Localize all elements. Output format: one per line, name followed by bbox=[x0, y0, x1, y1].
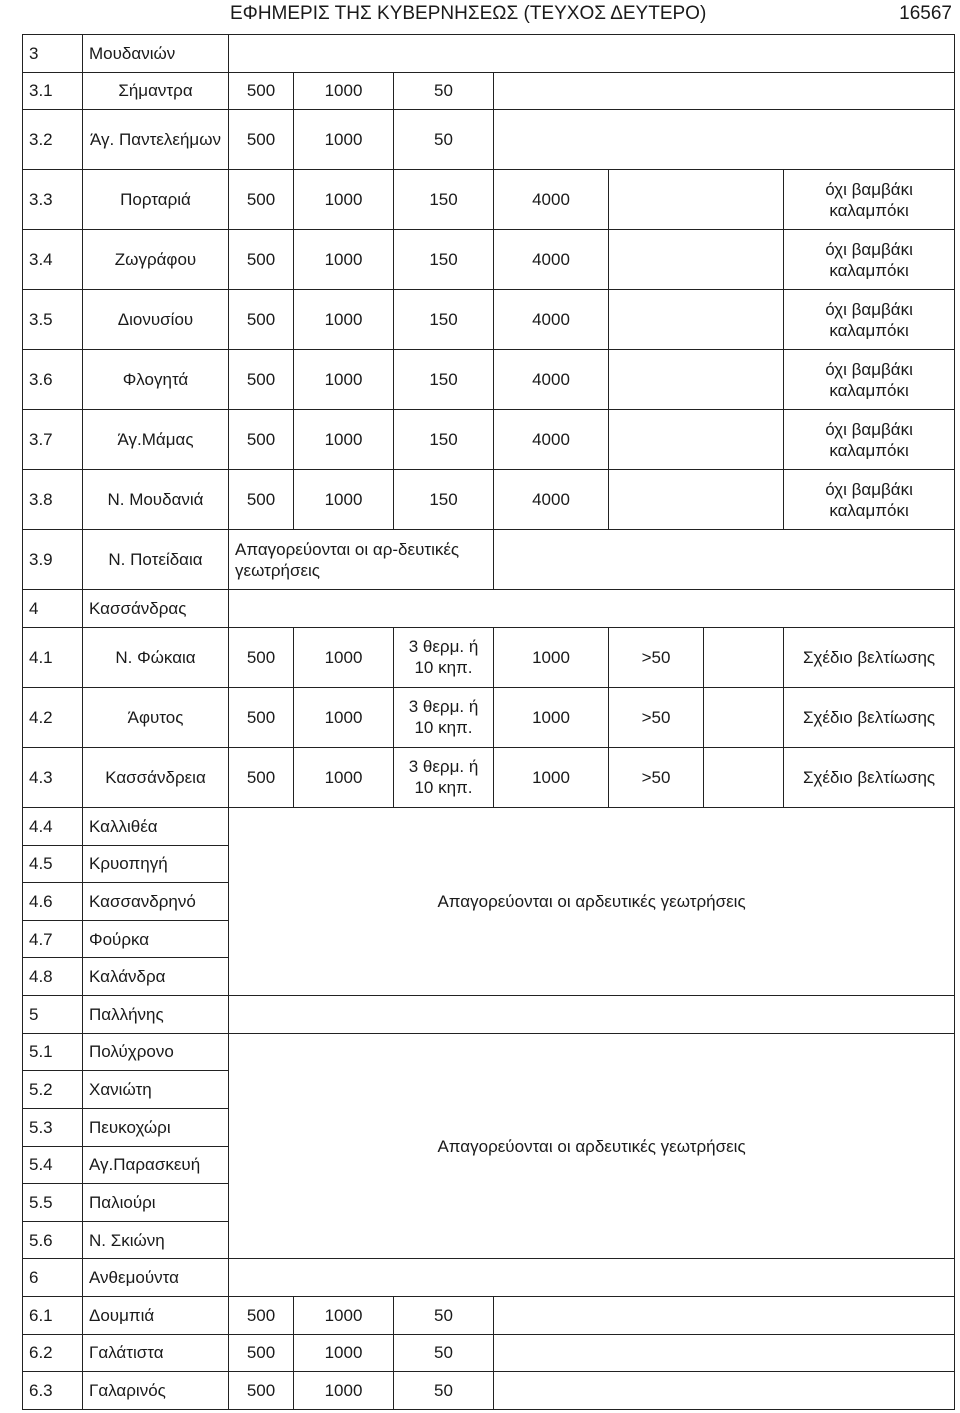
cell-value: 50 bbox=[394, 110, 494, 170]
cell-code: 4.6 bbox=[23, 883, 83, 921]
cell-code: 3 bbox=[23, 35, 83, 73]
cell-value: 500 bbox=[229, 747, 294, 807]
table-row bbox=[23, 807, 955, 845]
cell-name: Άγ. Παντελεήμων bbox=[83, 110, 229, 170]
cell-code: 5.6 bbox=[23, 1221, 83, 1259]
cell-empty bbox=[494, 110, 955, 170]
cell-value: 3 θερμ. ή 10 κηπ. bbox=[394, 687, 494, 747]
table-row bbox=[23, 590, 955, 628]
cell-empty bbox=[609, 290, 784, 350]
cell-code: 5.4 bbox=[23, 1146, 83, 1184]
cell-value: 500 bbox=[229, 627, 294, 687]
cell-note: Σχέδιο βελτίωσης bbox=[784, 687, 955, 747]
cell-value: 500 bbox=[229, 410, 294, 470]
cell-value: 4000 bbox=[494, 410, 609, 470]
cell-name: Παλλήνης bbox=[83, 996, 229, 1034]
cell-value: 500 bbox=[229, 350, 294, 410]
cell-value: 1000 bbox=[494, 747, 609, 807]
cell-value: 1000 bbox=[294, 1334, 394, 1372]
cell-empty bbox=[229, 1259, 955, 1297]
cell-value: 1000 bbox=[494, 687, 609, 747]
cell-code: 3.9 bbox=[23, 530, 83, 590]
cell-note: όχι βαμβάκι καλαμπόκι bbox=[784, 410, 955, 470]
cell-value: 1000 bbox=[294, 747, 394, 807]
cell-empty bbox=[609, 170, 784, 230]
cell-name: Χανιώτη bbox=[83, 1071, 229, 1109]
cell-code: 4 bbox=[23, 590, 83, 628]
cell-name: Αγ.Παρασκευή bbox=[83, 1146, 229, 1184]
table-row bbox=[23, 996, 955, 1034]
cell-value: 1000 bbox=[294, 470, 394, 530]
cell-value: 1000 bbox=[294, 110, 394, 170]
cell-value: 150 bbox=[394, 470, 494, 530]
cell-value: 3 θερμ. ή 10 κηπ. bbox=[394, 627, 494, 687]
cell-value: 500 bbox=[229, 170, 294, 230]
cell-value: 500 bbox=[229, 470, 294, 530]
cell-empty bbox=[494, 530, 955, 590]
cell-value: 1000 bbox=[294, 1297, 394, 1335]
cell-value: 4000 bbox=[494, 170, 609, 230]
cell-value: 50 bbox=[394, 72, 494, 110]
cell-code: 4.5 bbox=[23, 845, 83, 883]
cell-empty bbox=[609, 350, 784, 410]
table-row bbox=[23, 530, 955, 590]
cell-name: Παλιούρι bbox=[83, 1184, 229, 1222]
cell-note: όχι βαμβάκι καλαμπόκι bbox=[784, 470, 955, 530]
cell-value: 500 bbox=[229, 1372, 294, 1410]
cell-name: Άγ.Μάμας bbox=[83, 410, 229, 470]
cell-code: 4.1 bbox=[23, 627, 83, 687]
cell-code: 4.3 bbox=[23, 747, 83, 807]
cell-code: 4.8 bbox=[23, 958, 83, 996]
cell-name: Μουδανιών bbox=[83, 35, 229, 73]
cell-code: 3.7 bbox=[23, 410, 83, 470]
table-row bbox=[23, 687, 955, 747]
cell-value: 4000 bbox=[494, 290, 609, 350]
cell-name: Διονυσίου bbox=[83, 290, 229, 350]
table-row bbox=[23, 1334, 955, 1372]
table-row bbox=[23, 1259, 955, 1297]
cell-code: 4.7 bbox=[23, 920, 83, 958]
cell-name: Πολύχρονο bbox=[83, 1033, 229, 1071]
cell-empty bbox=[494, 1297, 955, 1335]
table-row bbox=[23, 747, 955, 807]
table-row bbox=[23, 350, 955, 410]
cell-name: Ν. Σκιώνη bbox=[83, 1221, 229, 1259]
table-row bbox=[23, 1297, 955, 1335]
cell-value: 1000 bbox=[294, 170, 394, 230]
cell-empty bbox=[704, 747, 784, 807]
table-row bbox=[23, 110, 955, 170]
cell-name: Σήμαντρα bbox=[83, 72, 229, 110]
cell-value: 150 bbox=[394, 350, 494, 410]
cell-value: 1000 bbox=[294, 230, 394, 290]
cell-code: 3.4 bbox=[23, 230, 83, 290]
cell-value: 1000 bbox=[294, 72, 394, 110]
cell-empty bbox=[704, 627, 784, 687]
cell-code: 6.2 bbox=[23, 1334, 83, 1372]
cell-empty bbox=[494, 1372, 955, 1410]
page-title: ΕΦΗΜΕΡΙΣ ΤΗΣ ΚΥΒΕΡΝΗΣΕΩΣ (ΤΕΥΧΟΣ ΔΕΥΤΕΡΟ) bbox=[230, 3, 707, 24]
cell-code: 5.1 bbox=[23, 1033, 83, 1071]
cell-empty bbox=[494, 72, 955, 110]
table-row bbox=[23, 1372, 955, 1410]
cell-value: 500 bbox=[229, 230, 294, 290]
cell-code: 3.2 bbox=[23, 110, 83, 170]
cell-note: όχι βαμβάκι καλαμπόκι bbox=[784, 170, 955, 230]
cell-value: 50 bbox=[394, 1297, 494, 1335]
cell-name: Ζωγράφου bbox=[83, 230, 229, 290]
table-row bbox=[23, 72, 955, 110]
cell-empty bbox=[609, 230, 784, 290]
cell-empty bbox=[609, 410, 784, 470]
cell-value: 50 bbox=[394, 1334, 494, 1372]
cell-value: 500 bbox=[229, 687, 294, 747]
cell-name: Ν. Φώκαια bbox=[83, 627, 229, 687]
table-row bbox=[23, 35, 955, 73]
cell-code: 3.5 bbox=[23, 290, 83, 350]
cell-value: >50 bbox=[609, 627, 704, 687]
cell-note: Σχέδιο βελτίωσης bbox=[784, 627, 955, 687]
cell-name: Πορταριά bbox=[83, 170, 229, 230]
cell-name: Φούρκα bbox=[83, 920, 229, 958]
cell-restriction: Απαγορεύονται οι αρδευτικές γεωτρήσεις bbox=[229, 1033, 955, 1259]
cell-code: 6.3 bbox=[23, 1372, 83, 1410]
cell-name: Κασσάνδρας bbox=[83, 590, 229, 628]
cell-value: 500 bbox=[229, 1297, 294, 1335]
cell-code: 3.8 bbox=[23, 470, 83, 530]
cell-name: Καλάνδρα bbox=[83, 958, 229, 996]
cell-code: 4.2 bbox=[23, 687, 83, 747]
cell-note: Σχέδιο βελτίωσης bbox=[784, 747, 955, 807]
cell-name: Καλλιθέα bbox=[83, 807, 229, 845]
cell-note: όχι βαμβάκι καλαμπόκι bbox=[784, 350, 955, 410]
cell-value: 50 bbox=[394, 1372, 494, 1410]
cell-note: όχι βαμβάκι καλαμπόκι bbox=[784, 290, 955, 350]
cell-code: 4.4 bbox=[23, 807, 83, 845]
cell-value: 1000 bbox=[294, 410, 394, 470]
cell-value: 1000 bbox=[294, 290, 394, 350]
cell-restriction: Απαγορεύονται οι αρ-δευτικές γεωτρήσεις bbox=[229, 530, 494, 590]
table-row bbox=[23, 290, 955, 350]
page-number: 16567 bbox=[899, 3, 952, 24]
cell-note: όχι βαμβάκι καλαμπόκι bbox=[784, 230, 955, 290]
cell-code: 5.3 bbox=[23, 1108, 83, 1146]
cell-code: 5 bbox=[23, 996, 83, 1034]
cell-name: Πευκοχώρι bbox=[83, 1108, 229, 1146]
cell-code: 3.3 bbox=[23, 170, 83, 230]
cell-name: Ν. Ποτείδαια bbox=[83, 530, 229, 590]
table-row bbox=[23, 410, 955, 470]
cell-empty bbox=[229, 35, 955, 73]
cell-restriction: Απαγορεύονται οι αρδευτικές γεωτρήσεις bbox=[229, 807, 955, 995]
cell-value: 1000 bbox=[294, 627, 394, 687]
cell-value: 150 bbox=[394, 410, 494, 470]
cell-value: 1000 bbox=[294, 687, 394, 747]
cell-value: >50 bbox=[609, 687, 704, 747]
cell-empty bbox=[704, 687, 784, 747]
cell-value: 500 bbox=[229, 290, 294, 350]
cell-value: 1000 bbox=[294, 350, 394, 410]
cell-name: Κασσάνδρεια bbox=[83, 747, 229, 807]
cell-value: 4000 bbox=[494, 470, 609, 530]
cell-value: 1000 bbox=[294, 1372, 394, 1410]
cell-code: 6.1 bbox=[23, 1297, 83, 1335]
cell-value: 4000 bbox=[494, 230, 609, 290]
cell-value: >50 bbox=[609, 747, 704, 807]
cell-empty bbox=[609, 470, 784, 530]
cell-value: 3 θερμ. ή 10 κηπ. bbox=[394, 747, 494, 807]
table-row bbox=[23, 470, 955, 530]
cell-name: Κρυοπηγή bbox=[83, 845, 229, 883]
cell-value: 500 bbox=[229, 72, 294, 110]
cell-value: 500 bbox=[229, 110, 294, 170]
cell-name: Φλογητά bbox=[83, 350, 229, 410]
cell-value: 150 bbox=[394, 230, 494, 290]
cell-empty bbox=[229, 996, 955, 1034]
cell-value: 150 bbox=[394, 170, 494, 230]
cell-name: Δουμπιά bbox=[83, 1297, 229, 1335]
cell-code: 5.2 bbox=[23, 1071, 83, 1109]
table-row bbox=[23, 170, 955, 230]
data-table bbox=[22, 34, 954, 1410]
cell-value: 500 bbox=[229, 1334, 294, 1372]
cell-code: 3.6 bbox=[23, 350, 83, 410]
table-row bbox=[23, 230, 955, 290]
cell-name: Γαλαρινός bbox=[83, 1372, 229, 1410]
cell-empty bbox=[494, 1334, 955, 1372]
cell-name: Γαλάτιστα bbox=[83, 1334, 229, 1372]
cell-code: 3.1 bbox=[23, 72, 83, 110]
cell-code: 5.5 bbox=[23, 1184, 83, 1222]
cell-name: Ανθεμούντα bbox=[83, 1259, 229, 1297]
cell-name: Κασσανδρηνό bbox=[83, 883, 229, 921]
cell-name: Άφυτος bbox=[83, 687, 229, 747]
cell-value: 150 bbox=[394, 290, 494, 350]
cell-empty bbox=[229, 590, 955, 628]
cell-name: Ν. Μουδανιά bbox=[83, 470, 229, 530]
cell-value: 4000 bbox=[494, 350, 609, 410]
cell-value: 1000 bbox=[494, 627, 609, 687]
cell-code: 6 bbox=[23, 1259, 83, 1297]
table-row bbox=[23, 627, 955, 687]
table-row bbox=[23, 1033, 955, 1071]
